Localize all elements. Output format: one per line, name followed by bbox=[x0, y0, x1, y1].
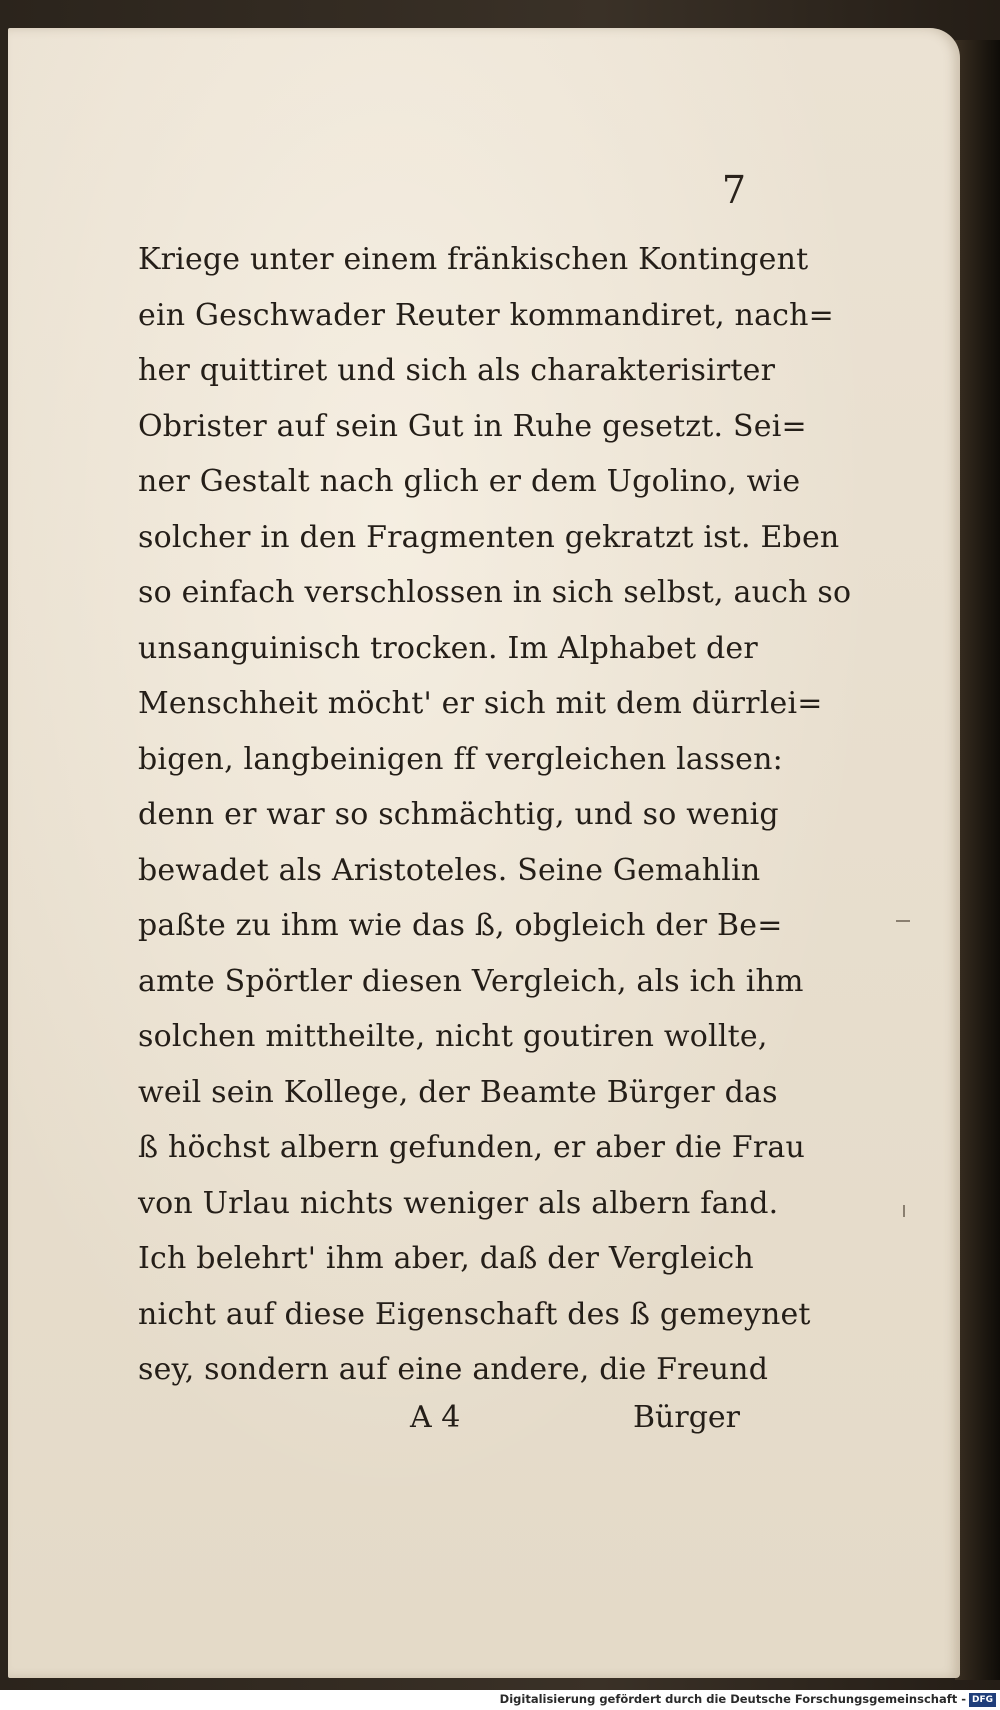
text-line: Obrister auf sein Gut in Ruhe gesetzt. Sei= bbox=[138, 408, 807, 444]
text-line: weil sein Kollege, der Beamte Bürger das bbox=[138, 1074, 778, 1110]
text-line: solchen mittheilte, nicht goutiren wollte, bbox=[138, 1019, 768, 1054]
page-footer bbox=[138, 1400, 740, 1450]
catchword: Bürger bbox=[632, 1400, 740, 1435]
book-binding-edge bbox=[955, 40, 1000, 1680]
text-line: denn er war so schmächtig, und so wenig bbox=[138, 797, 779, 832]
signature-mark: A 4 bbox=[410, 1400, 461, 1435]
paper-speck bbox=[903, 1205, 905, 1217]
text-line: Ich belehrt' ihm aber, daß der Vergleich bbox=[138, 1241, 754, 1276]
text-line: so einfach verschlossen in sich selbst, auch so bbox=[138, 575, 852, 610]
paper-speck bbox=[896, 920, 910, 922]
text-line: amte Spörtler diesen Vergleich, als ich ihm bbox=[138, 963, 804, 999]
text-line: von Urlau nichts weniger als albern fand. bbox=[138, 1185, 779, 1221]
digitization-footer bbox=[0, 1690, 1000, 1710]
page-text bbox=[138, 232, 852, 1398]
digitization-credit: Digitalisierung gefördert durch die Deutsche Forschungsgemeinschaft - bbox=[499, 1692, 966, 1706]
text-line: bewadet als Aristoteles. Seine Gemahlin bbox=[138, 852, 761, 888]
text-line: ein Geschwader Reuter kommandiret, nach= bbox=[138, 297, 835, 333]
text-line: ß höchst albern gefunden, er aber die Frau bbox=[138, 1130, 805, 1165]
text-line: nicht auf diese Eigenschaft des ß gemeynet bbox=[138, 1296, 811, 1332]
text-line: bigen, langbeinigen ff vergleichen lassen: bbox=[138, 741, 783, 777]
dfg-logo-icon: DFG bbox=[969, 1693, 996, 1707]
text-line: Menschheit möcht' er sich mit dem dürrlei= bbox=[138, 686, 823, 721]
page-number: 7 bbox=[721, 168, 746, 212]
text-line: unsanguinisch trocken. Im Alphabet der bbox=[138, 630, 758, 666]
text-line: paßte zu ihm wie das ß, obgleich der Be= bbox=[138, 908, 783, 943]
text-line: solcher in den Fragmenten gekratzt ist. Eben bbox=[138, 519, 840, 555]
text-line: sey, sondern auf eine andere, die Freund bbox=[138, 1352, 769, 1387]
text-line: Kriege unter einem fränkischen Kontingent bbox=[138, 242, 809, 277]
text-line: her quittiret und sich als charakterisirter bbox=[138, 353, 776, 388]
text-line: ner Gestalt nach glich er dem Ugolino, wie bbox=[138, 464, 801, 499]
